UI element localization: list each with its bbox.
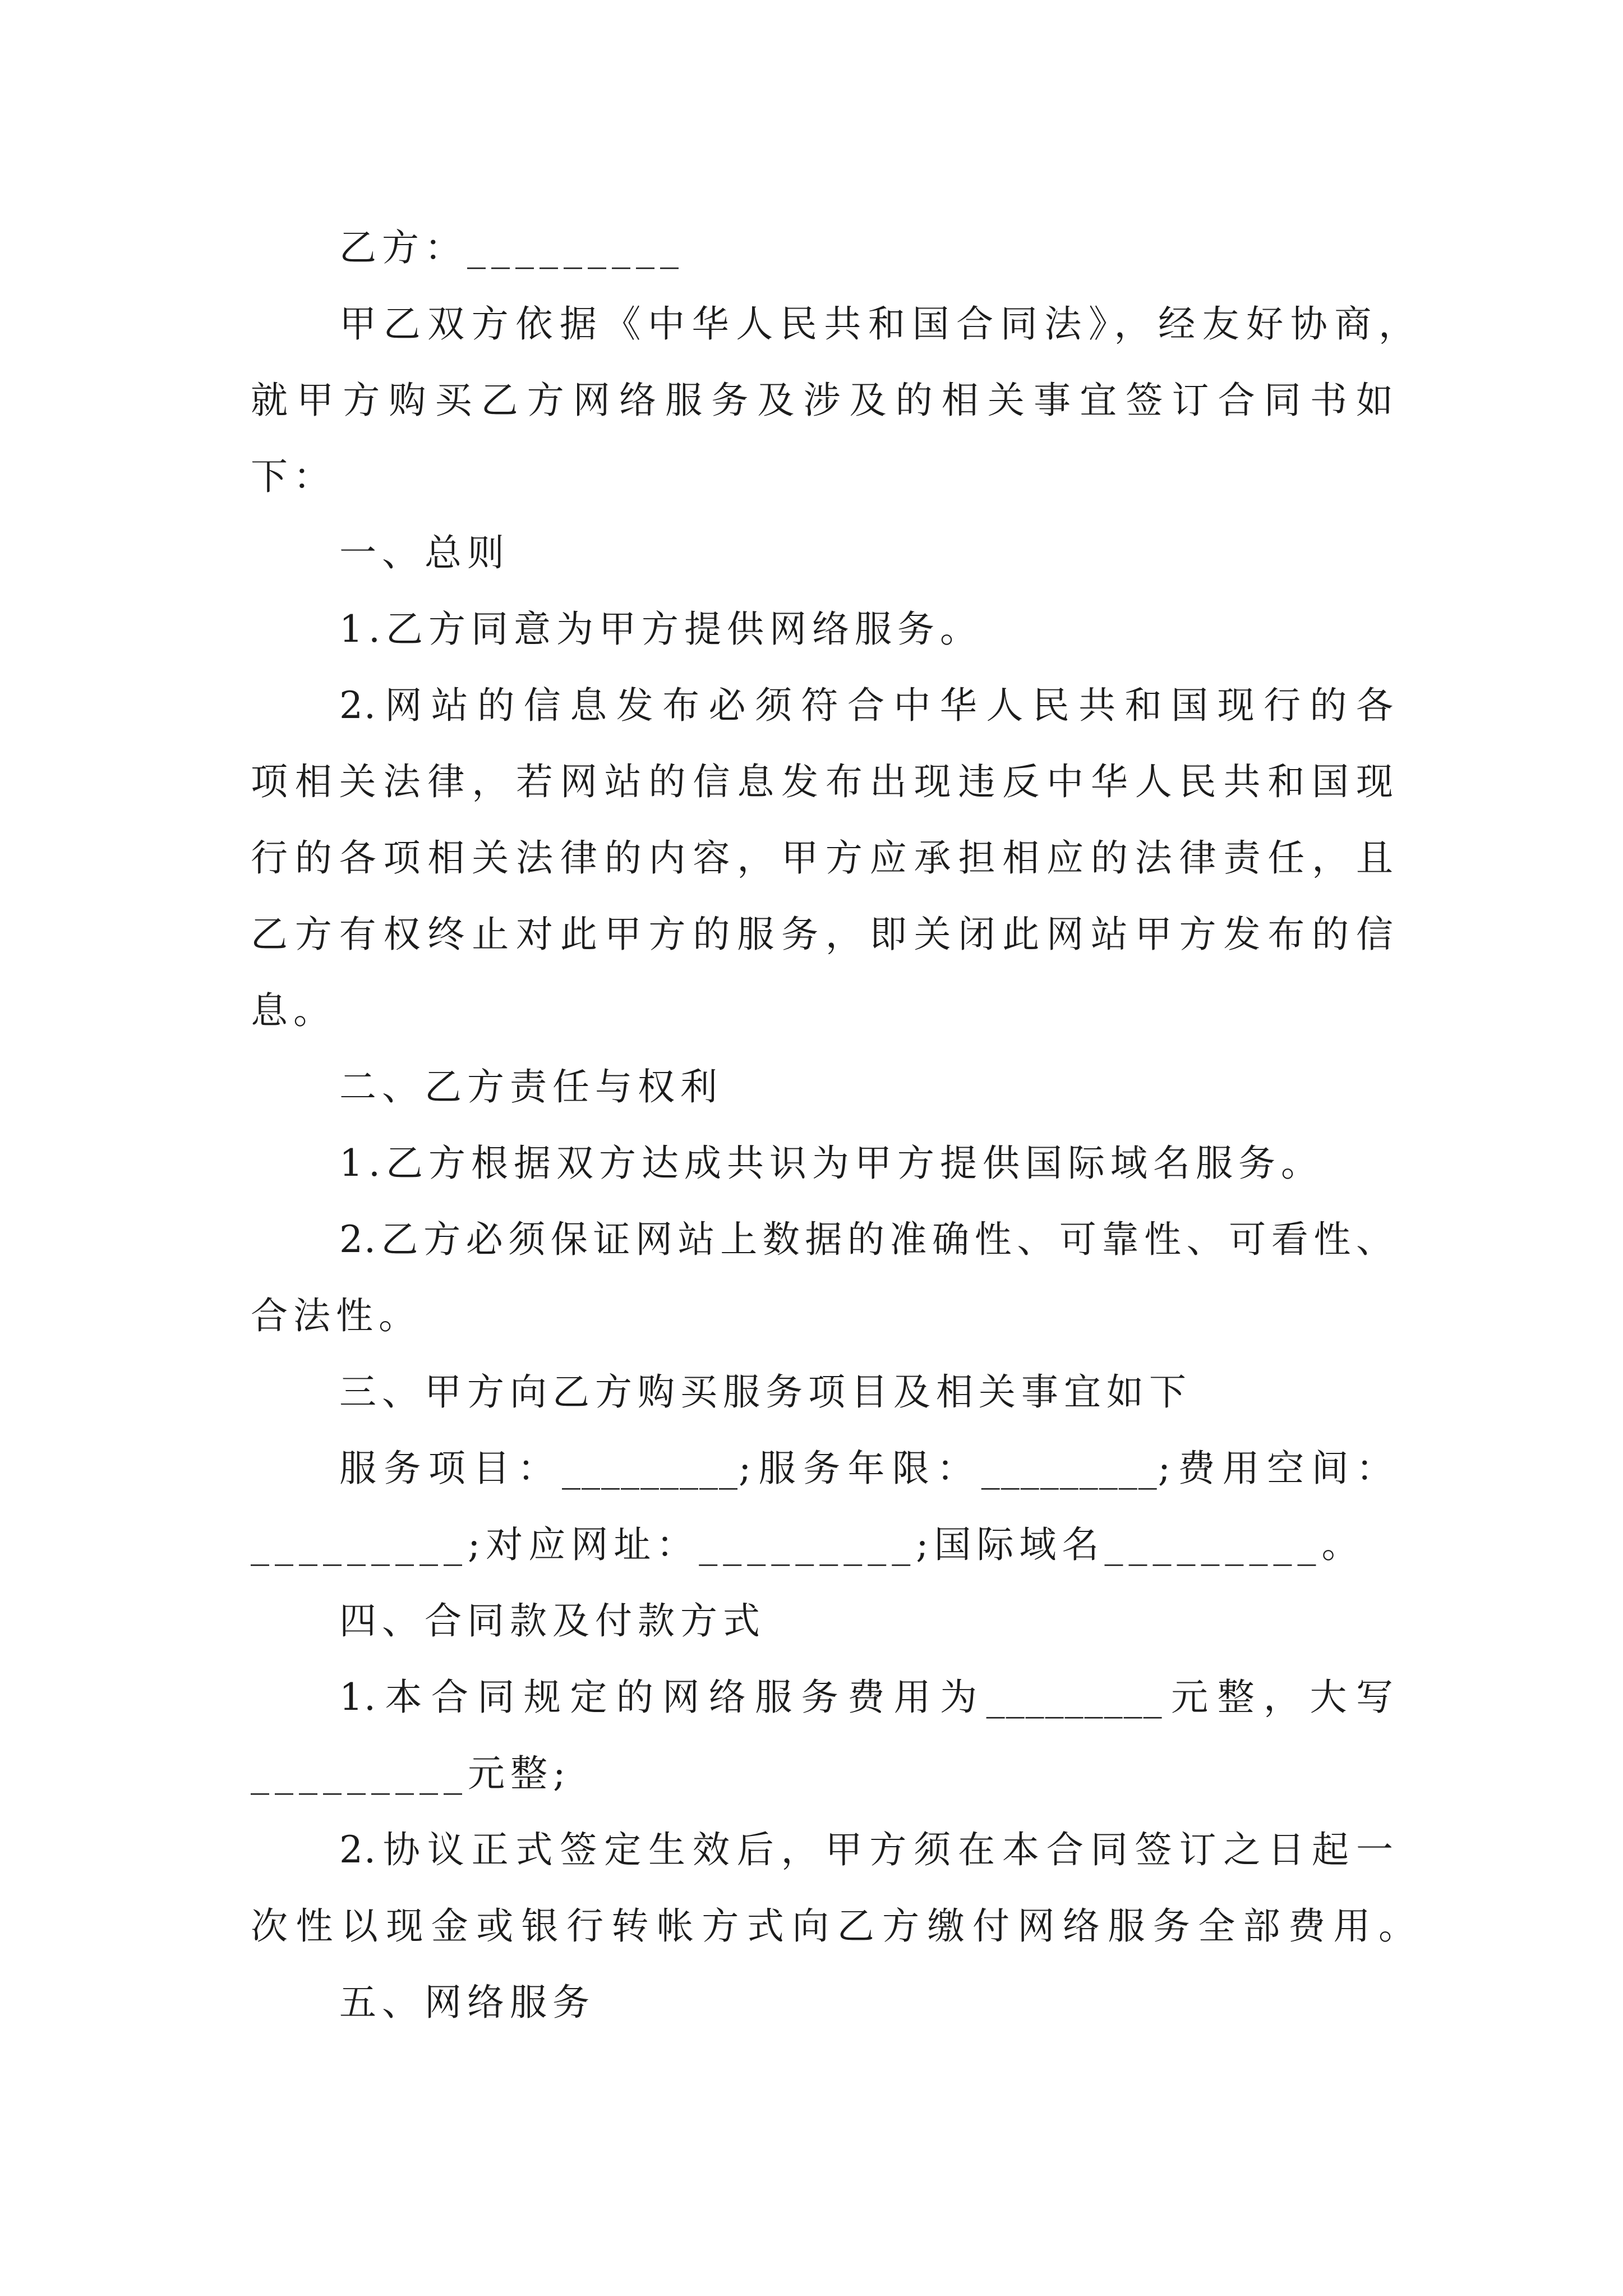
party-b-line: 乙方：_________ [339,226,684,269]
clause-line: 次性以现金或银行转帐方式向乙方缴付网络服务全部费用。 [251,1904,1417,1948]
section-heading-payment: 四、合同款及付款方式 [339,1599,766,1642]
clause-line: 1.乙方根据双方达成共识为甲方提供国际域名服务。 [339,1142,1324,1185]
clause-line: 合法性。 [251,1294,421,1337]
clause-line: 2.乙方必须保证网站上数据的准确性、可靠性、可看性、 [339,1218,1394,1261]
clause-line: 1.本合同规定的网络服务费用为_________元整，大写 [339,1676,1394,1719]
clause-line: 项相关法律，若网站的信息发布出现违反中华人民共和国现 [251,760,1394,803]
clause-line: 乙方有权终止对此甲方的服务，即关闭此网站甲方发布的信 [251,913,1394,956]
clause-line: 1.乙方同意为甲方提供网络服务。 [339,608,983,651]
section-heading-purchase: 三、甲方向乙方购买服务项目及相关事宜如下 [339,1370,1192,1414]
contract-body [251,210,1417,2041]
section-heading-network-service: 五、网络服务 [339,1981,595,2024]
service-fields-line: 服务项目：_________;服务年限：_________;费用空间： [339,1447,1394,1490]
clause-line: 息。 [251,989,336,1032]
clause-line: 2.网站的信息发布必须符合中华人民共和国现行的各 [339,684,1394,727]
clause-line: 2.协议正式签定生效后，甲方须在本合同签订之日起一 [339,1828,1394,1871]
clause-line: _________元整; [251,1752,571,1795]
clause-line: 行的各项相关法律的内容，甲方应承担相应的法律责任，且 [251,836,1394,880]
section-heading-general: 一、总则 [339,531,510,574]
service-fields-line: _________;对应网址：_________;国际域名_________。 [251,1523,1364,1566]
preamble-line: 甲乙双方依据《中华人民共和国合同法》，经友好协商， [339,302,1417,346]
preamble-line: 下： [251,455,336,498]
section-heading-party-b: 二、乙方责任与权利 [339,1065,723,1108]
preamble-line: 就甲方购买乙方网络服务及涉及的相关事宜签订合同书如 [251,379,1394,422]
